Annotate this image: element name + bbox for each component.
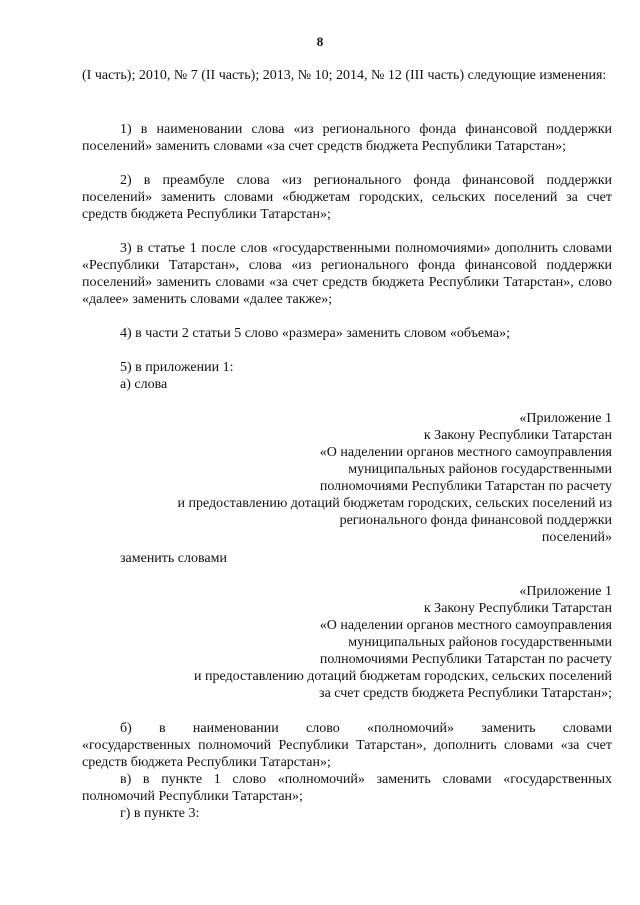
old-appendix-line: поселений»	[541, 530, 612, 545]
new-appendix-line: «О наделении органов местного самоуправления	[319, 618, 612, 633]
item-2: 2) в преамбуле слова «из регионального фонда финансовой поддержки поселений» заменить словами «бюджетам городских, сельских поселений за счет средств бюджета Республики Татарстан»;	[82, 173, 612, 222]
item-b-word: наименовании	[192, 721, 279, 736]
item-3: 3) в статье 1 после слов «государственными полномочиями» дополнить словами «Республики Татарстан», слова «из регионального фонда финансовой поддержки поселений» заменить словами «за счет средств бюджета Республики Татарстан», слово «далее» заменить словами «далее также»;	[82, 241, 612, 307]
replace-with-text: заменить словами	[120, 551, 227, 566]
new-appendix-line: муниципальных районов государственными	[348, 635, 612, 650]
new-appendix-line: и предоставлению дотаций бюджетам городских, сельских поселений	[194, 669, 612, 684]
item-b-rest: «государственных полномочий Республики Татарстан», дополнить словами «за счет средств бюджета Республики Татарстан»;	[82, 738, 612, 770]
item-1: 1) в наименовании слова «из регионального фонда финансовой поддержки поселений» заменить словами «за счет средств бюджета Республики Татарстан»;	[82, 122, 612, 154]
old-appendix-line: «О наделении органов местного самоуправления	[319, 445, 612, 460]
item-b-word: слово	[306, 721, 340, 736]
old-appendix-line: полномочиями Республики Татарстан по расчету	[319, 479, 612, 494]
item-5-a: а) слова	[120, 377, 168, 392]
new-appendix-line: полномочиями Республики Татарстан по расчету	[319, 652, 612, 667]
intro-paragraph: (I часть); 2010, № 7 (II часть); 2013, № 10; 2014, № 12 (III часть) следующие изменения:	[82, 68, 607, 83]
item-v: в) в пункте 1 слово «полномочий» заменить словами «государственных полномочий Республики Татарстан»;	[82, 772, 612, 804]
old-appendix-line: и предоставлению дотаций бюджетам городских, сельских поселений из	[177, 496, 612, 511]
item-b-word: словами	[562, 721, 612, 736]
new-appendix-line: «Приложение 1	[519, 584, 612, 599]
old-appendix-line: муниципальных районов государственными	[348, 462, 612, 477]
item-b-first-line	[82, 720, 612, 737]
item-g: г) в пункте 3:	[120, 806, 200, 821]
item-b	[82, 720, 612, 771]
old-appendix-line: регионального фонда финансовой поддержки	[339, 513, 612, 528]
new-appendix-line: к Закону Республики Татарстан	[423, 601, 612, 616]
old-appendix-line: «Приложение 1	[519, 411, 612, 426]
item-b-word: в	[159, 721, 166, 736]
new-appendix-heading	[82, 583, 612, 702]
old-appendix-line: к Закону Республики Татарстан	[423, 428, 612, 443]
item-b-word: «полномочий»	[366, 721, 455, 736]
new-appendix-line: за счет средств бюджета Республики Татарстан»;	[319, 686, 612, 701]
item-4: 4) в части 2 статьи 5 слово «размера» заменить словом «объема»;	[120, 326, 510, 341]
item-5-heading: 5) в приложении 1:	[120, 360, 234, 375]
old-appendix-heading	[82, 410, 612, 546]
page-number: 8	[316, 34, 324, 49]
item-b-word: б)	[120, 721, 132, 736]
item-b-word: заменить	[481, 721, 536, 736]
